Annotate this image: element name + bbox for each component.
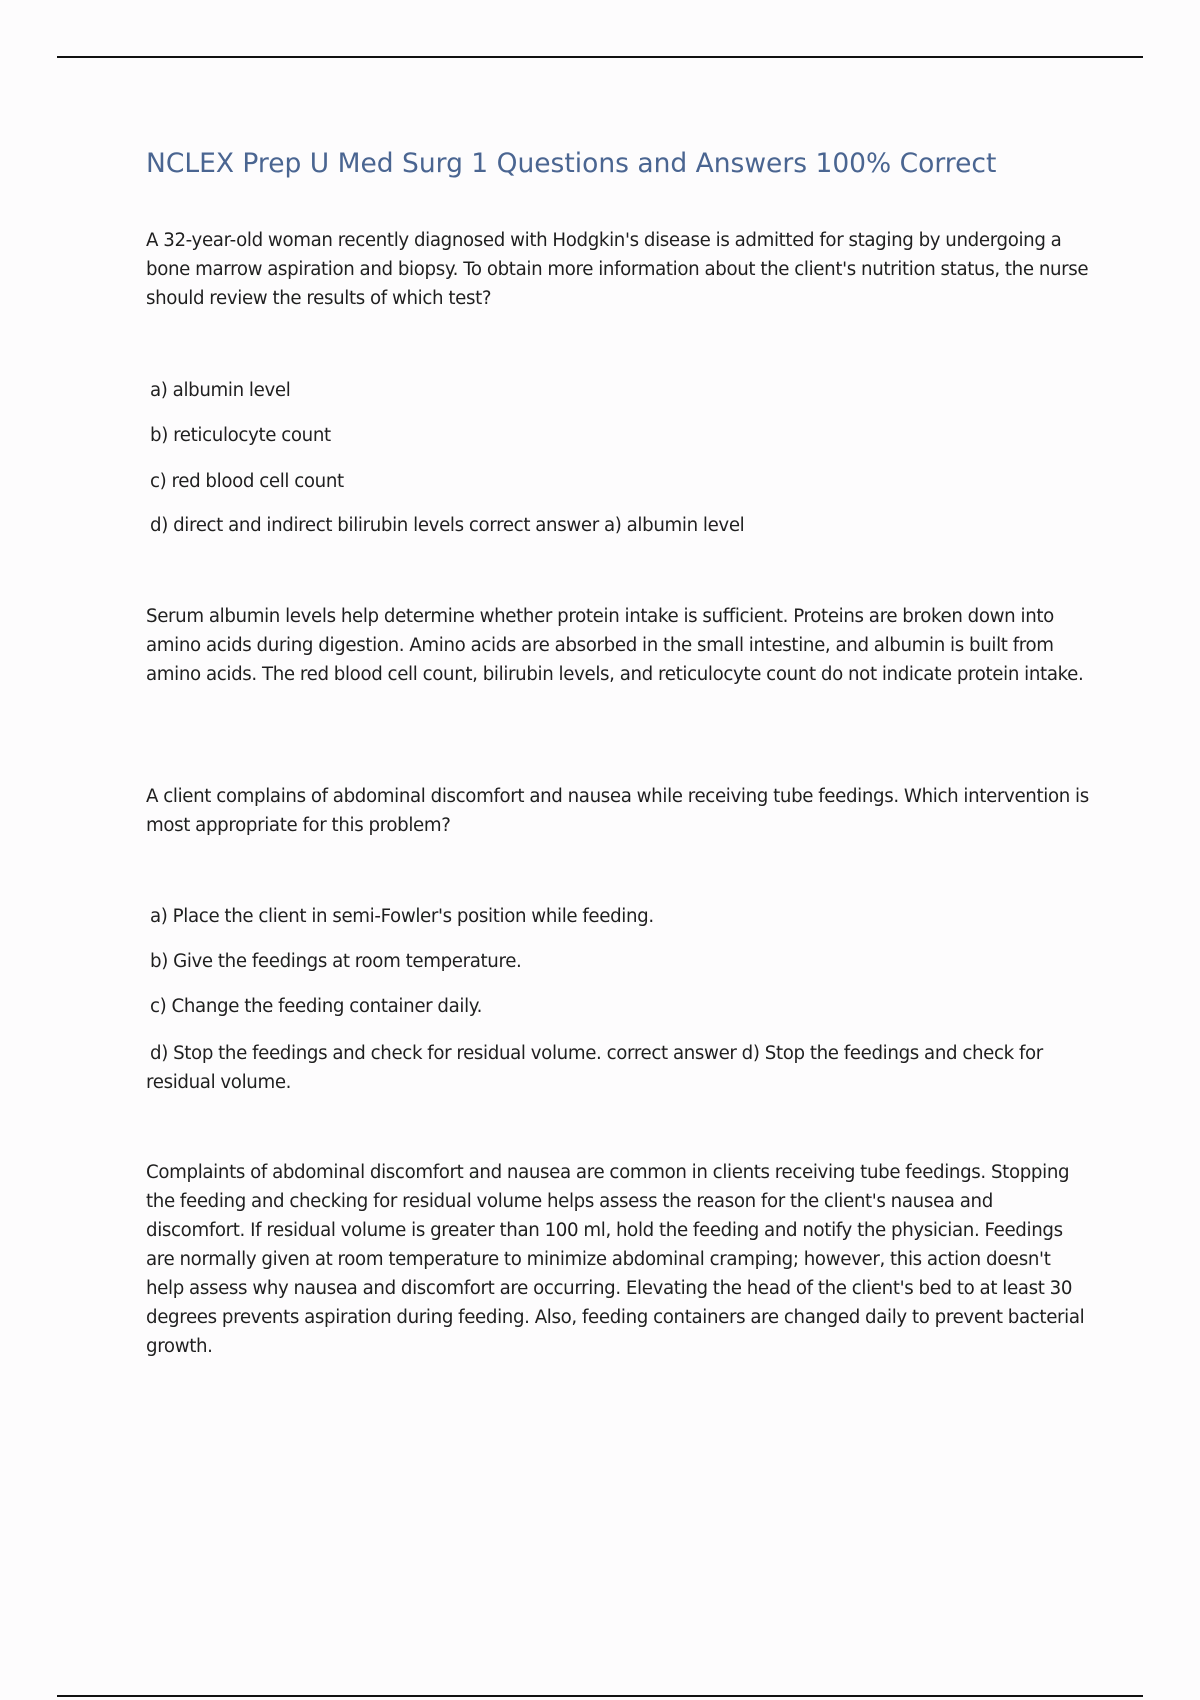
question-2-option-d: d) Stop the feedings and check for residual volume. correct answer d) Stop the feedings and check for residual volume. xyxy=(146,1043,1043,1093)
question-1-stem: A 32-year-old woman recently diagnosed with Hodgkin's disease is admitted for staging by undergoing a bone marrow aspiration and biopsy. To obtain more information about the client's nutrition status, the nurse should review the results of which test? xyxy=(146,230,1089,309)
question-1-option-b: b) reticulocyte count xyxy=(150,425,331,446)
header-rule xyxy=(57,56,1143,58)
question-1-option-a: a) albumin level xyxy=(150,380,291,401)
question-1-rationale: Serum albumin levels help determine whether protein intake is sufficient. Proteins are broken down into amino acids during digestion. Amino acids are absorbed in the small intestine, and albumin is built from amino acids. The red blood cell count, bilirubin levels, and reticulocyte count do not indicate protein intake. xyxy=(146,606,1084,685)
question-1-option-d: d) direct and indirect bilirubin levels correct answer a) albumin level xyxy=(150,515,745,536)
document-title: NCLEX Prep U Med Surg 1 Questions and Answers 100% Correct xyxy=(146,148,997,179)
question-2-option-b: b) Give the feedings at room temperature. xyxy=(150,951,522,972)
question-2-rationale: Complaints of abdominal discomfort and nausea are common in clients receiving tube feedings. Stopping the feeding and checking for residual volume helps assess the reason for the client's nausea and discomfort. If residual volume is greater than 100 ml, hold the feeding and notify the physician. Feedings are normally given at room temperature to minimize abdominal cramping; however, this action doesn't help assess why nausea and discomfort are occurring. Elevating the head of the client's bed to at least 30 degrees prevents aspiration during feeding. Also, feeding containers are changed daily to prevent bacterial growth. xyxy=(146,1162,1085,1357)
question-2-option-c: c) Change the feeding container daily. xyxy=(150,996,483,1017)
question-2-option-a: a) Place the client in semi-Fowler's position while feeding. xyxy=(150,906,654,927)
question-1-option-c: c) red blood cell count xyxy=(150,471,344,492)
footer-rule xyxy=(57,1695,1143,1697)
question-2-stem: A client complains of abdominal discomfort and nausea while receiving tube feedings. Which intervention is most appropriate for this problem? xyxy=(146,786,1089,836)
